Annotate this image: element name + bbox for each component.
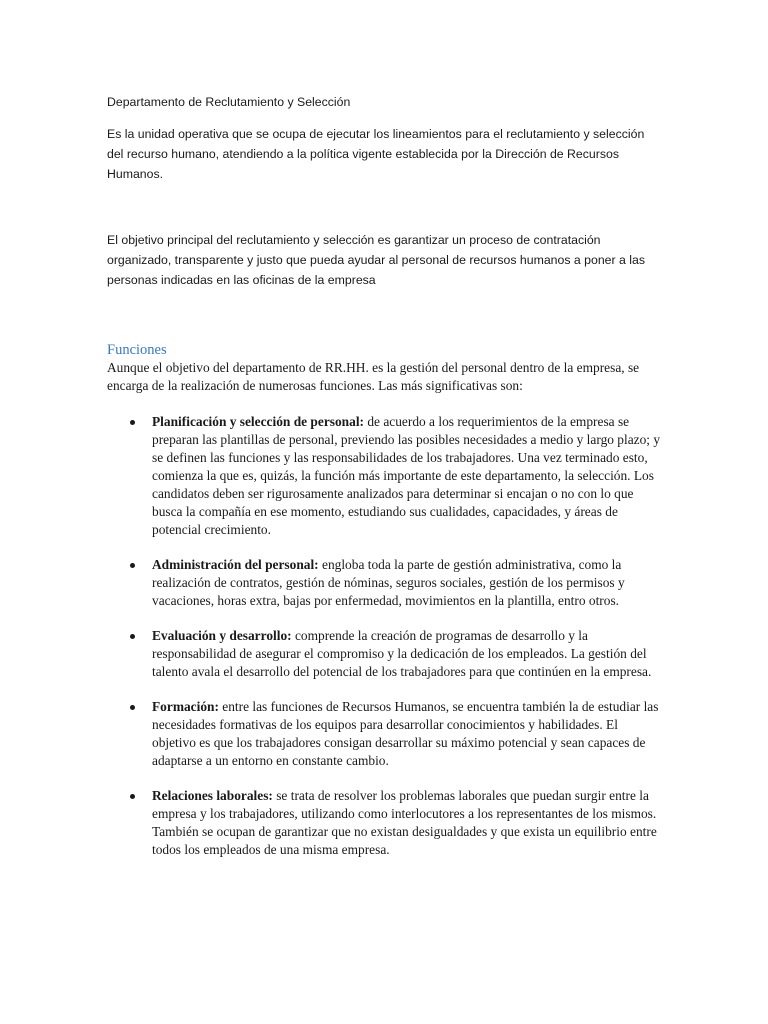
function-description: comprende la creación de programas de desarrollo y la responsabilidad de asegurar el compromiso y la dedicación de los empleados. La gestión del talento avala el desarrollo del potencial de los trabajadores para que continúen en la empresa. xyxy=(152,628,652,679)
bullet-icon xyxy=(130,420,135,425)
function-description: engloba toda la parte de gestión administrativa, como la realización de contratos, gestión de nóminas, seguros sociales, gestión de los permisos y vacaciones, horas extra, bajas por enfermedad, movimientos en la plantilla, entro otros. xyxy=(152,557,625,608)
function-term: Evaluación y desarrollo: xyxy=(152,628,295,643)
bullet-icon xyxy=(130,634,135,639)
function-description: de acuerdo a los requerimientos de la empresa se preparan las plantillas de personal, previendo las posibles necesidades a medio y largo plazo; y se definen las funciones y las responsabilidades de los trabajadores. Una vez terminado esto, comienza la que es, quizás, la función más importante de este departamento, la selección. Los candidatos deben ser rigurosamente analizados para determinar si encajan o no con lo que busca la compañía en ese momento, estudiando sus cualidades, capacidades, y áreas de potencial crecimiento. xyxy=(152,414,661,537)
list-item xyxy=(107,627,663,681)
function-description: se trata de resolver los problemas laborales que puedan surgir entre la empresa y los trabajadores, utilizando como interlocutores a los representantes de los mismos. También se ocupan de garantizar que no existan desigualdades y que exista un equilibrio entre todos los empleados de una misma empresa. xyxy=(152,788,657,857)
bullet-icon xyxy=(130,705,135,710)
function-term: Relaciones laborales: xyxy=(152,788,277,803)
document-title: Departamento de Reclutamiento y Selección xyxy=(107,95,351,109)
function-description: entre las funciones de Recursos Humanos, se encuentra también la de estudiar las necesidades formativas de los equipos para desarrollar conocimientos y habilidades. El objetivo es que los trabajadores consigan desarrollar su máximo potencial y sean capaces de adaptarse a un entorno en constante cambio. xyxy=(152,699,659,768)
section-intro: Aunque el objetivo del departamento de RR.HH. es la gestión del personal dentro de la empresa, se encarga de la realización de numerosas funciones. Las más significativas son: xyxy=(107,360,640,393)
bullet-icon xyxy=(130,794,135,799)
function-term: Formación: xyxy=(152,699,223,714)
list-item xyxy=(107,413,663,539)
paragraph-definition: Es la unidad operativa que se ocupa de ejecutar los lineamientos para el reclutamiento y selección del recurso humano, atendiendo a la política vigente establecida por la Dirección de Recursos Humanos. xyxy=(107,127,645,181)
list-item xyxy=(107,698,663,770)
bullet-icon xyxy=(130,563,135,568)
function-term: Administración del personal: xyxy=(152,557,322,572)
functions-list xyxy=(107,413,663,876)
paragraph-objective: El objetivo principal del reclutamiento y selección es garantizar un proceso de contratación organizado, transparente y justo que pueda ayudar al personal de recursos humanos a poner a las personas indicadas en las oficinas de la empresa xyxy=(107,233,645,287)
function-term: Planificación y selección de personal: xyxy=(152,414,368,429)
list-item xyxy=(107,556,663,610)
section-heading-funciones: Funciones xyxy=(107,342,167,358)
list-item xyxy=(107,787,663,859)
